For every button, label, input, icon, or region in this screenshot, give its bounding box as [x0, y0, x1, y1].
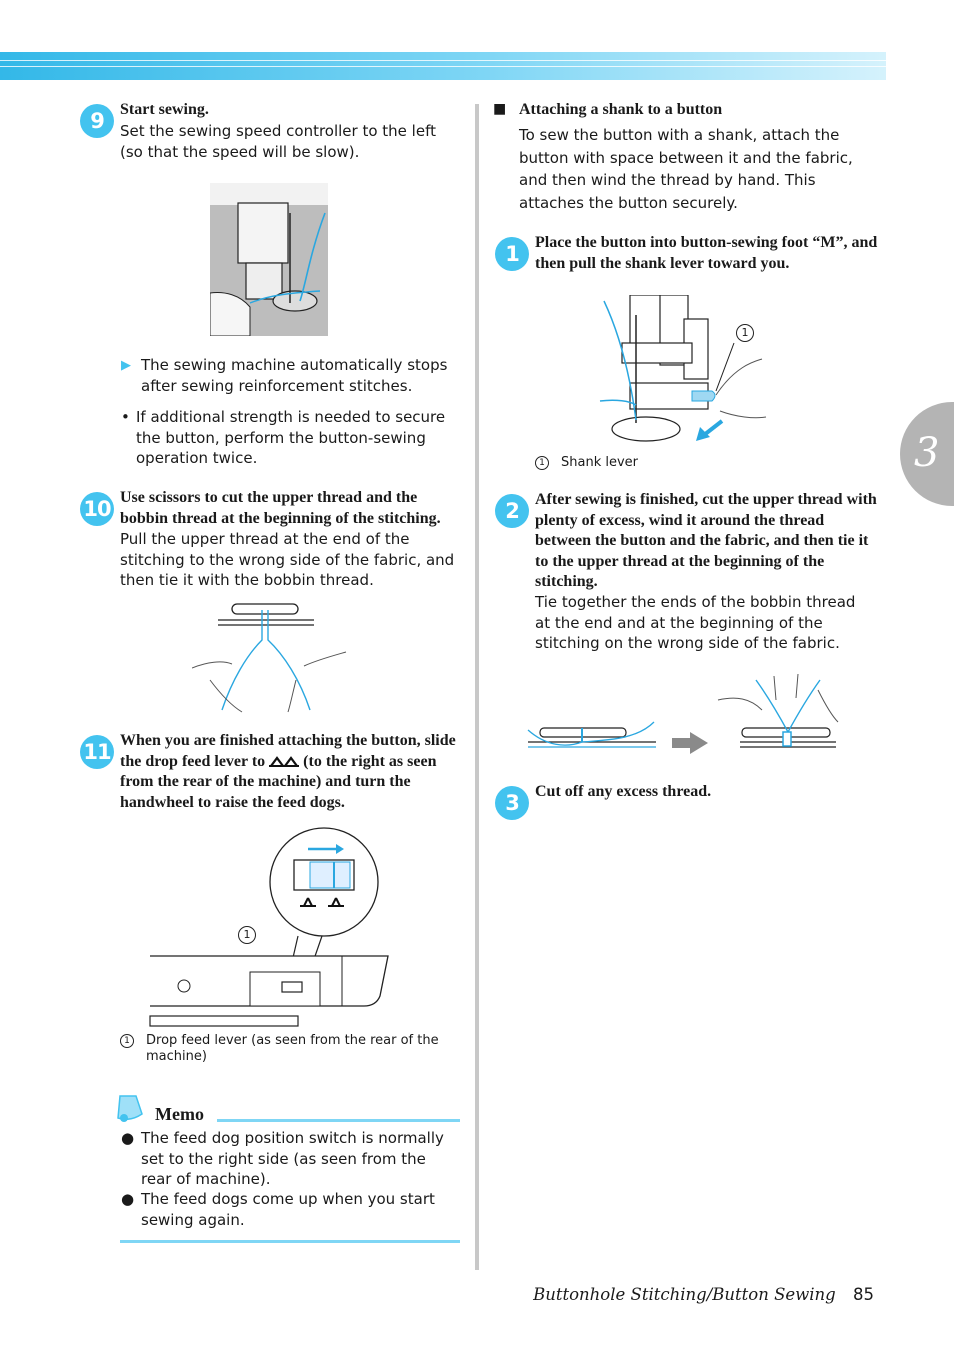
section-body: To sew the button with a shank, attach the button with space between it and the fabric, and then wind the thread by hand. This attaches the button securely. [519, 126, 853, 212]
right-step2-title: After sewing is finished, cut the upper thread with plenty of excess, wind it around the thread between the button and the fabric, and then tie it to the upper thread at the beginning of the stitching. [535, 491, 877, 590]
step9-title: Start sewing. [120, 101, 209, 118]
step9-body: Set the sewing speed controller to the left (so that the speed will be slow). [120, 122, 436, 161]
header-bar [0, 52, 886, 80]
section-title: Attaching a shank to a button [519, 101, 723, 118]
caption-number: 1 [120, 1034, 134, 1048]
feed-dogs-up-icon [269, 754, 299, 768]
result-arrow-icon: ▶ [121, 358, 131, 373]
thread-tie-figure [192, 600, 348, 715]
step11-title-part-b: (to the right as seen from the rear of the machine) and turn the handwheel to raise the feed dogs. [120, 752, 437, 811]
caption-number: 1 [535, 456, 549, 470]
chapter-number: 3 [914, 430, 940, 476]
memo-bullet-icon: ● [121, 1190, 135, 1208]
shank-lever-caption: Shank lever [561, 455, 639, 470]
memo-bullet-icon: ● [121, 1129, 135, 1147]
step11-title [120, 731, 465, 813]
drop-feed-caption: Drop feed lever (as seen from the rear of the machine) [146, 1033, 439, 1064]
page-number: 85 [853, 1285, 874, 1304]
memo-bottom-rule [120, 1240, 460, 1243]
bullet-dot-icon: • [121, 408, 130, 426]
right-step1-title: Place the button into button-sewing foot “M”, and then pull the shank lever toward you. [535, 234, 878, 272]
memo-item-2: The feed dogs come up when you start sewing again. [141, 1190, 435, 1229]
memo-title: Memo [155, 1104, 204, 1124]
step-badge-1: 1 [495, 237, 529, 271]
memo-icon [114, 1092, 146, 1124]
section-marker-icon: ■ [493, 101, 507, 117]
callout-number: 1 [238, 926, 256, 944]
wind-thread-figure [526, 670, 842, 760]
step10-body: Pull the upper thread at the end of the stitching to the wrong side of the fabric, and then tie it with the bobbin thread. [120, 530, 455, 589]
step-badge-10: 10 [80, 492, 114, 526]
right-step3-title: Cut off any excess thread. [535, 783, 712, 800]
step11-title-part-a: When you are finished attaching the button, slide the drop feed lever to [120, 732, 456, 770]
memo-top-rule [217, 1119, 460, 1122]
shank-lever-figure [596, 295, 768, 450]
right-step2-body: Tie together the ends of the bobbin thread at the end and at the beginning of the stitching on the wrong side of the fabric. [535, 593, 856, 652]
footer-section-title: Buttonhole Stitching/Button Sewing [533, 1285, 836, 1304]
chapter-tab[interactable] [900, 402, 954, 506]
step-badge-9: 9 [80, 104, 114, 138]
column-divider [475, 104, 479, 1270]
drop-feed-lever-figure [148, 826, 390, 1031]
step10-title: Use scissors to cut the upper thread and the bobbin thread at the beginning of the stitching. [120, 489, 441, 527]
callout-number: 1 [736, 324, 754, 342]
step-badge-2: 2 [495, 494, 529, 528]
step-badge-3: 3 [495, 786, 529, 820]
page-footer [533, 1285, 874, 1304]
result-text: The sewing machine automatically stops after sewing reinforcement stitches. [141, 356, 448, 395]
memo-item-1: The feed dog position switch is normally set to the right side (as seen from the rear of machine). [141, 1129, 444, 1188]
sewing-foot-figure [210, 183, 328, 336]
step-badge-11: 11 [80, 735, 114, 769]
bullet-text: If additional strength is needed to secure the button, perform the button-sewing operation twice. [136, 408, 446, 467]
